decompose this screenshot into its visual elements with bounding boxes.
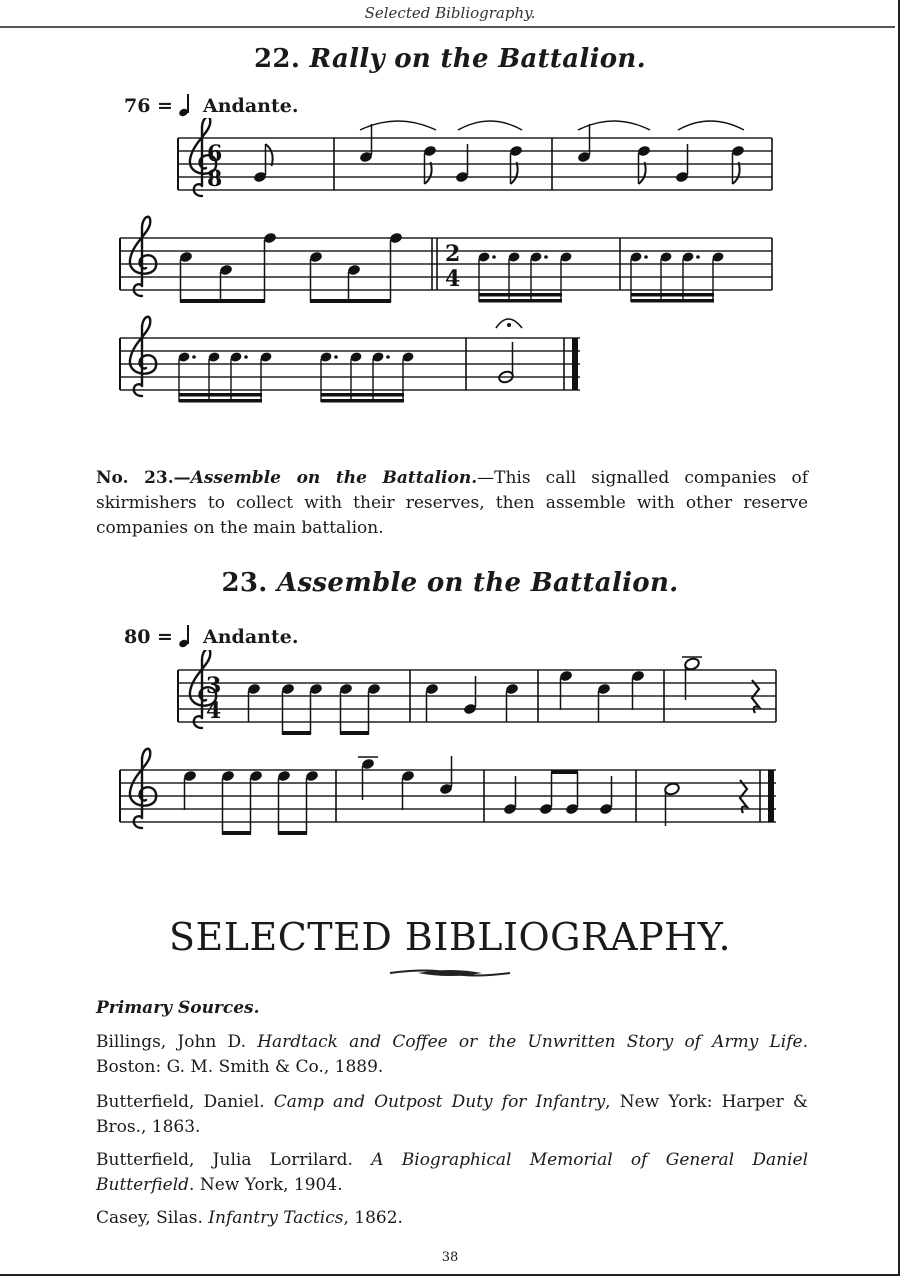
entry-author: Butterfield, Daniel. [96,1092,265,1112]
header-rule [0,26,895,28]
staff-system-1 [178,118,772,196]
bibliography-entry [96,1206,808,1231]
entry-author: Casey, Silas. [96,1208,203,1228]
staff-system-3 [120,317,580,403]
time-sig-bottom: 8 [207,166,223,192]
tune-22-number: 22. [254,44,301,74]
time-sig-bottom: 4 [206,698,222,724]
quarter-note-icon [179,94,193,116]
tempo-word: Andante. [202,95,299,117]
time-sig-top: 2 [445,241,461,267]
tune-23-number: 23. [221,568,268,598]
quarter-note-icon [179,625,193,647]
tune-23-title [0,568,900,598]
bibliography-heading: SELECTED BIBLIOGRAPHY. [168,915,732,959]
staff-system-2 [120,217,772,303]
tune-22-title [0,44,900,74]
entry-author: Billings, John D. [96,1032,246,1052]
entry-publication: , New York: Harper & Bros., 1863. [96,1092,809,1137]
entry-author: Butterfield, Julia Lorrilard. [96,1150,353,1170]
call-description [96,466,808,541]
tempo-value: 80 = [124,626,173,648]
tune-23-score [0,650,900,850]
time-sig-top: 3 [206,673,222,699]
tempo-value: 76 = [124,95,173,117]
entry-publication: . Boston: G. M. Smith & Co., 1889. [96,1032,808,1077]
page-number: 38 [441,1250,459,1265]
tempo-word: Andante. [202,626,299,648]
tune-22-tempo [124,94,298,117]
bibliography-subheading: Primary Sources. [96,998,260,1018]
treble-clef-icon [130,217,156,296]
entry-title: A Biographical Memorial of General Daniel Butterfield [96,1150,809,1195]
bibliography-entry [96,1090,808,1140]
treble-clef-icon [130,749,156,828]
entry-title: Camp and Outpost Duty for Infantry [273,1092,606,1112]
staff-system-4 [178,650,776,735]
treble-clef-icon [130,317,156,396]
ornament-divider-icon [388,966,512,980]
tune-22-score [0,118,900,418]
running-head: Selected Bibliography. [364,4,536,22]
time-sig-bottom: 4 [445,266,461,292]
staff-system-5 [120,749,776,835]
entry-title: Infantry Tactics [208,1208,344,1228]
entry-title: Hardtack and Coffee or the Unwritten Story of Army Life [257,1032,803,1052]
call-description-body: —This call signalled companies of skirmishers to collect with their reserves, then assemble with other reserve companies on the main battalion. [96,468,808,538]
entry-publication: . New York, 1904. [189,1175,343,1195]
call-description-number: No. 23.— [96,468,191,488]
tune-23-name: Assemble on the Battalion. [277,568,679,598]
call-description-title: Assemble on the Battalion. [190,468,478,488]
time-sig-top: 6 [207,141,223,167]
tune-23-tempo [124,625,298,648]
tune-22-name: Rally on the Battalion. [309,44,646,74]
entry-publication: , 1862. [343,1208,403,1228]
bibliography-entry [96,1148,808,1198]
bibliography-entry [96,1030,808,1080]
